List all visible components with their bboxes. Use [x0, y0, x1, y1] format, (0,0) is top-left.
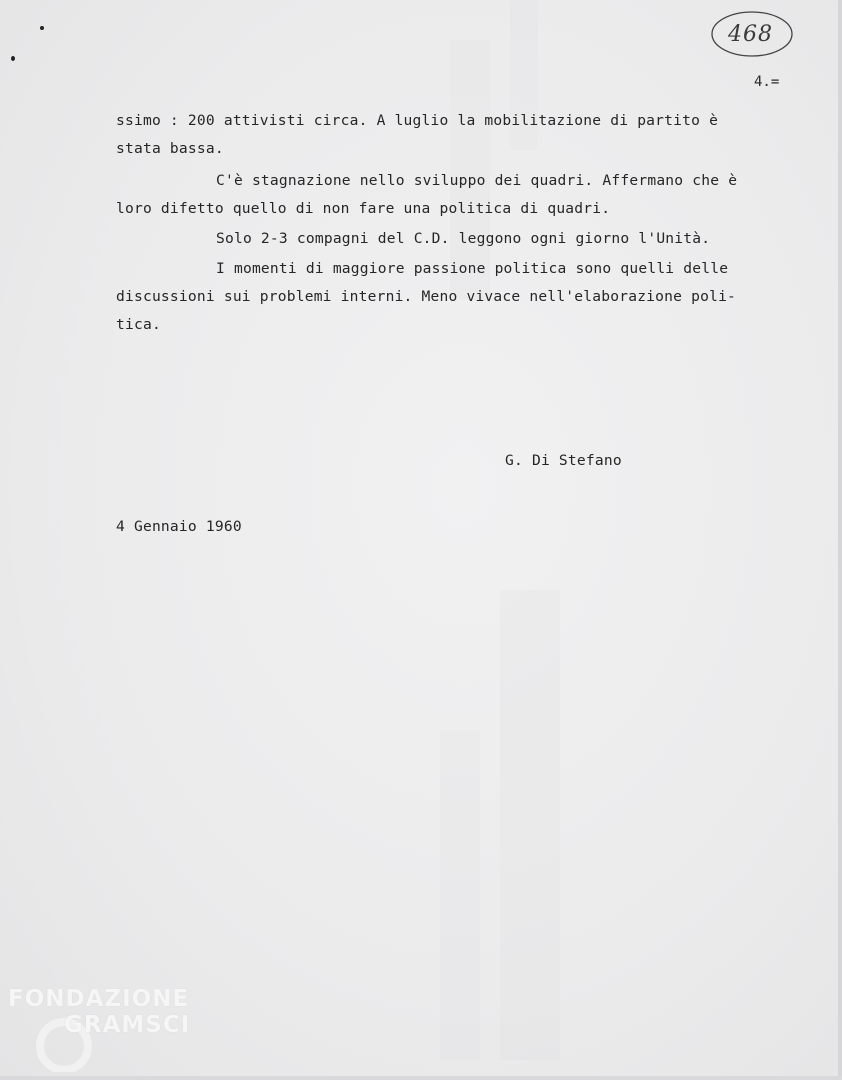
- page-edge-bottom: [0, 1076, 842, 1080]
- body-line: Solo 2-3 compagni del C.D. leggono ogni giorno l'Unità.: [216, 230, 711, 247]
- body-line: loro difetto quello di non fare una politica di quadri.: [116, 200, 611, 217]
- page-number: 4.=: [754, 74, 780, 90]
- signature: G. Di Stefano: [505, 452, 622, 469]
- logo-line1: FONDAZIONE: [8, 986, 190, 1012]
- logo-line2: GRAMSCI: [64, 1012, 191, 1038]
- show-through-stamp-bottom: [420, 590, 580, 1070]
- ink-speck: [40, 26, 44, 30]
- ink-speck: [11, 56, 15, 61]
- body-line: I momenti di maggiore passione politica sono quelli delle: [216, 260, 729, 277]
- show-through-stamp: [420, 590, 580, 1070]
- body-line: C'è stagnazione nello sviluppo dei quadri. Affermano che è: [216, 172, 738, 189]
- body-line: discussioni sui problemi interni. Meno vivace nell'elaborazione poli-: [116, 288, 737, 305]
- archive-number-stamp: [708, 8, 794, 60]
- body-line: ssimo : 200 attivisti circa. A luglio la mobilitazione di partito è: [116, 112, 719, 129]
- document-date: 4 Gennaio 1960: [116, 518, 242, 535]
- body-line: stata bassa.: [116, 140, 224, 157]
- fondazione-gramsci-logo: [4, 986, 214, 1072]
- body-line: tica.: [116, 316, 161, 333]
- archive-number: 468: [728, 22, 773, 47]
- page-edge-right: [838, 0, 842, 1080]
